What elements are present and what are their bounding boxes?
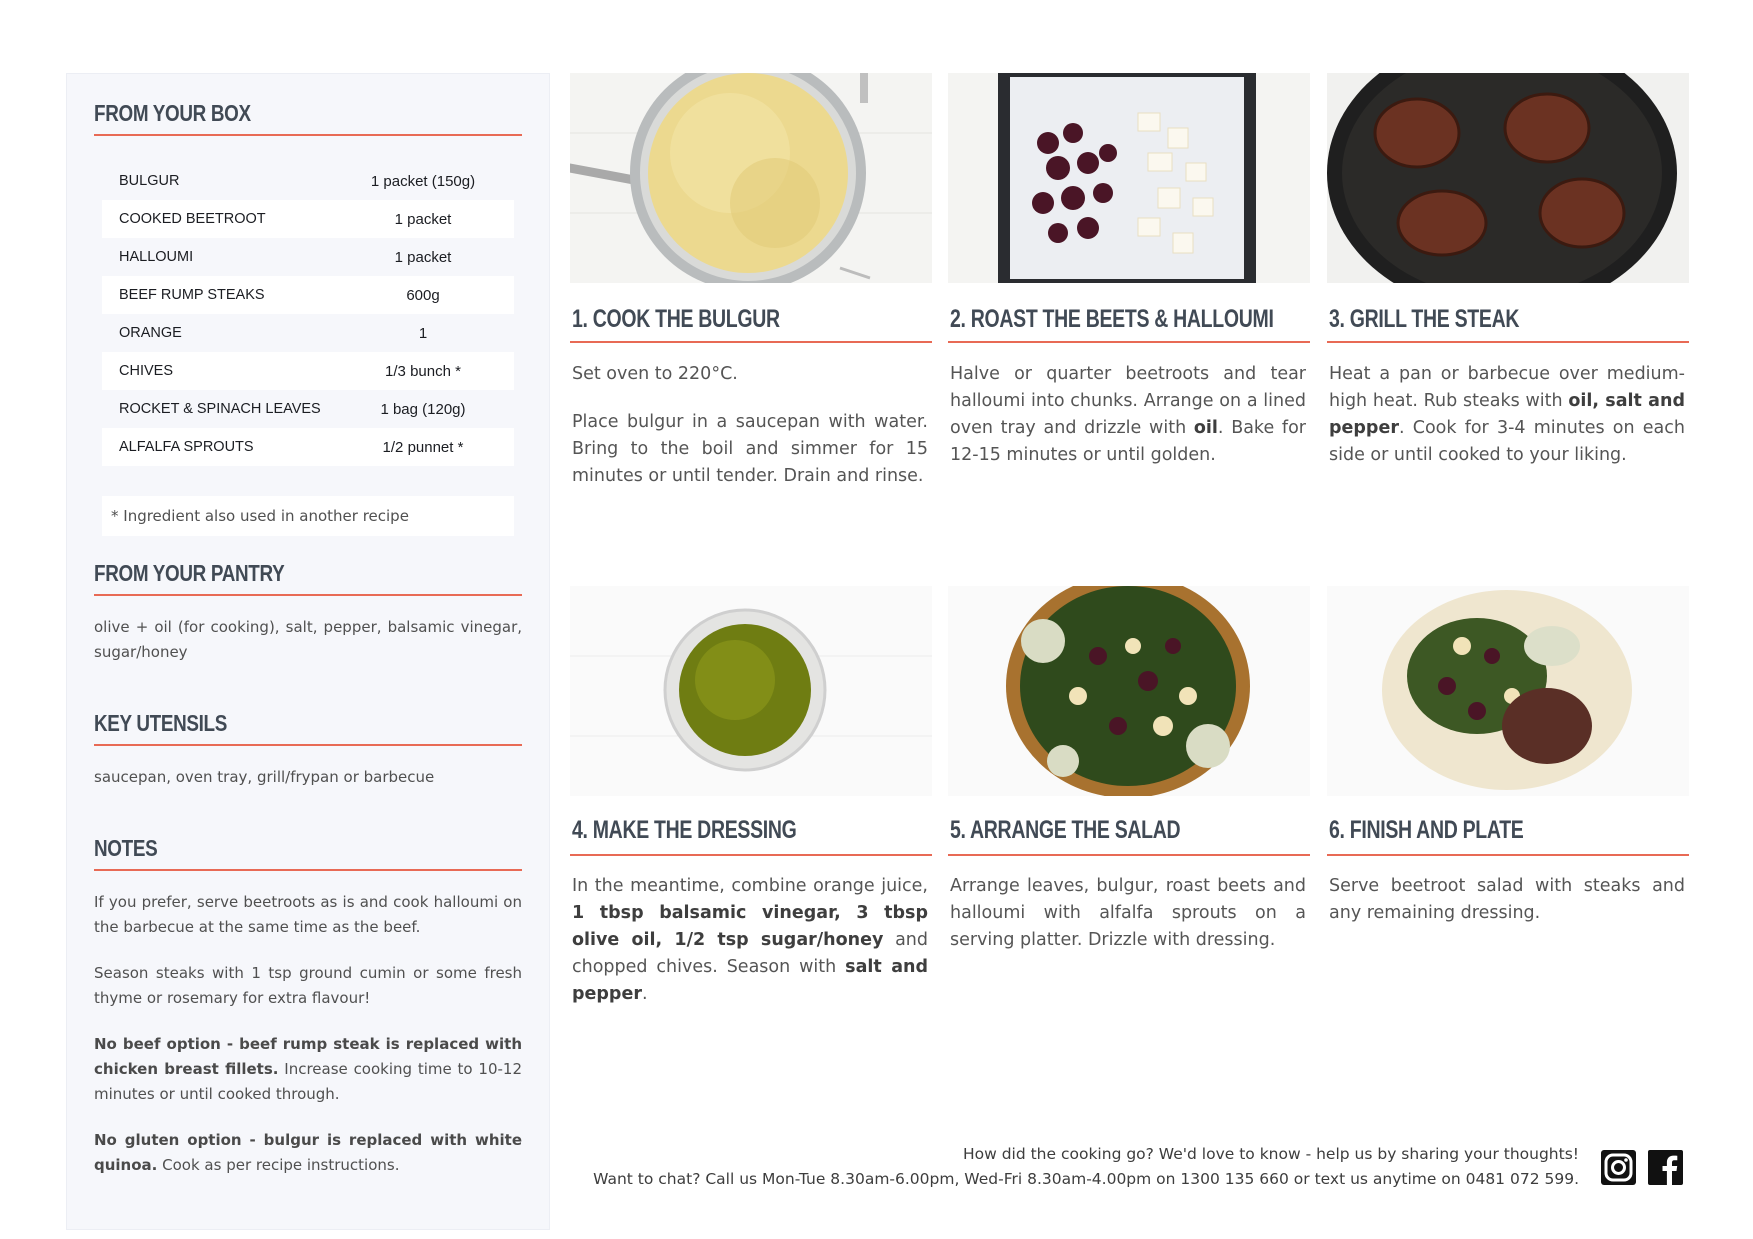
step-text-part: Heat a pan or barbecue over medium-high heat. Rub steaks with (1329, 364, 1685, 411)
feedback-footer (593, 1142, 1579, 1192)
ingredient-name: ALFALFA SPROUTS (119, 439, 254, 455)
ingredient-name: HALLOUMI (119, 249, 194, 265)
divider (570, 854, 932, 856)
beets-halloumi-photo (948, 73, 1310, 283)
finished-plate-illustration (1327, 586, 1689, 796)
ingredient-name: COOKED BEETROOT (119, 211, 266, 227)
contact-line: Want to chat? Call us Mon-Tue 8.30am-6.00pm, Wed-Fri 8.30am-4.00pm on 1300 135 660 or text us anytime on 0481 072 599. (593, 1170, 1579, 1188)
note-rest: Cook as per recipe instructions. (157, 1156, 400, 1174)
ingredient-qty: 1/2 punnet * (382, 438, 464, 456)
salad-photo (948, 586, 1310, 796)
step-2 (948, 73, 1310, 465)
note-text: Season steaks with 1 tsp ground cumin or some fresh thyme or rosemary for extra flavour! (94, 964, 522, 1007)
ingredient-name: CHIVES (119, 363, 173, 379)
ingredient-row (102, 352, 514, 390)
dressing-photo (570, 586, 932, 796)
step-title: 1. COOK THE BULGUR (572, 305, 780, 333)
ingredient-row (102, 162, 514, 200)
ingredient-name: ORANGE (119, 325, 182, 341)
finished-plate-photo (1327, 586, 1689, 796)
step-instructions: Serve beetroot salad with steaks and any remaining dressing. (1329, 876, 1685, 923)
ingredient-row (102, 200, 514, 238)
ingredient-qty: 600g (406, 286, 440, 304)
step-4 (570, 586, 932, 1004)
step-5 (948, 586, 1310, 950)
steak-pan-photo (1327, 73, 1689, 283)
ingredient-qty: 1/3 bunch * (385, 362, 461, 380)
step-instructions: Arrange leaves, bulgur, roast beets and halloumi with alfalfa sprouts on a serving platter. Drizzle with dressing. (950, 876, 1306, 950)
ingredient-row (102, 390, 514, 428)
step-text-part: Halve or quarter beetroots and tear halloumi into chunks. Arrange on a lined oven tray and drizzle with (950, 364, 1306, 438)
step-instructions (572, 873, 928, 1008)
divider (1327, 854, 1689, 856)
bulgur-illustration (570, 73, 932, 283)
ingredient-qty: 1 packet (150g) (370, 172, 476, 190)
step-text-bold: salt and pepper (572, 957, 928, 1004)
note-bold: No beef option - beef rump steak is replaced with chicken breast fillets. (94, 1035, 522, 1078)
step-instructions (1329, 361, 1685, 469)
step-text-part: In the meantime, combine orange juice, (572, 876, 928, 896)
ingredient-qty: 1 packet (394, 210, 452, 228)
ingredients-sidebar (66, 73, 550, 1230)
step-title: 4. MAKE THE DRESSING (572, 816, 797, 844)
ingredient-row (102, 238, 514, 276)
divider (948, 854, 1310, 856)
step-1 (570, 73, 932, 486)
facebook-icon[interactable] (1648, 1150, 1683, 1185)
ingredient-row (102, 428, 514, 466)
ingredient-name: BULGUR (119, 173, 180, 189)
divider (1327, 341, 1689, 343)
step-3 (1327, 73, 1689, 465)
step-text-part: . Bake for 12-15 minutes or until golden. (950, 418, 1306, 465)
note-rest: Increase cooking time to 10-12 minutes or until cooked through. (94, 1060, 523, 1103)
divider (94, 594, 522, 596)
step-title: 3. GRILL THE STEAK (1329, 305, 1520, 333)
dressing-illustration (570, 586, 932, 796)
note-text (94, 1032, 522, 1107)
note-text (94, 1128, 522, 1178)
step-instructions (950, 361, 1306, 469)
step-title: 5. ARRANGE THE SALAD (950, 816, 1181, 844)
key-utensils-title: KEY UTENSILS (94, 710, 228, 736)
step-title: 6. FINISH AND PLATE (1329, 816, 1524, 844)
feedback-line: How did the cooking go? We'd love to know - help us by sharing your thoughts! (962, 1145, 1579, 1163)
utensils-text: saucepan, oven tray, grill/frypan or barbecue (94, 768, 435, 786)
salad-illustration (948, 586, 1310, 796)
shared-ingredient-footnote: * Ingredient also used in another recipe (102, 496, 514, 536)
ingredient-qty: 1 (418, 324, 428, 342)
from-your-box-title: FROM YOUR BOX (94, 100, 251, 126)
step-title: 2. ROAST THE BEETS & HALLOUMI (950, 305, 1274, 333)
ingredient-row (102, 314, 514, 352)
step-instructions (572, 361, 928, 490)
ingredient-qty: 1 packet (394, 248, 452, 266)
ingredient-name: BEEF RUMP STEAKS (119, 287, 265, 303)
ingredient-row (102, 276, 514, 314)
divider (94, 134, 522, 136)
step-text-part: . (641, 984, 648, 1004)
bulgur-photo (570, 73, 932, 283)
step-text-bold: oil, salt and pepper (1329, 391, 1685, 438)
step-paragraph: Place bulgur in a saucepan with water. Bring to the boil and simmer for 15 minutes or until tender. Drain and rinse. (572, 412, 928, 486)
step-text-bold: 1 tbsp balsamic vinegar, 3 tbsp olive oil, 1/2 tsp sugar/honey (572, 903, 928, 950)
step-text-bold: oil (1193, 418, 1218, 438)
divider (94, 869, 522, 871)
steak-pan-illustration (1327, 73, 1689, 283)
ingredient-qty: 1 bag (120g) (380, 400, 466, 418)
step-text-part: . Cook for 3-4 minutes on each side or until cooked to your liking. (1329, 418, 1685, 465)
instagram-icon[interactable] (1601, 1150, 1636, 1185)
notes-title: NOTES (94, 835, 158, 861)
pantry-text: olive + oil (for cooking), salt, pepper, balsamic vinegar, sugar/honey (94, 618, 522, 661)
step-6 (1327, 586, 1689, 923)
ingredient-table (102, 162, 514, 466)
ingredient-name: ROCKET & SPINACH LEAVES (119, 401, 321, 417)
divider (94, 744, 522, 746)
from-your-pantry-title: FROM YOUR PANTRY (94, 560, 285, 586)
note-text: If you prefer, serve beetroots as is and cook halloumi on the barbecue at the same time as the beef. (94, 893, 522, 936)
divider (570, 341, 932, 343)
beets-halloumi-illustration (948, 73, 1310, 283)
step-paragraph: Set oven to 220°C. (572, 364, 738, 384)
step-text-part: and chopped chives. Season with (572, 930, 928, 977)
divider (948, 341, 1310, 343)
note-bold: No gluten option - bulgur is replaced with white quinoa. (94, 1131, 522, 1174)
